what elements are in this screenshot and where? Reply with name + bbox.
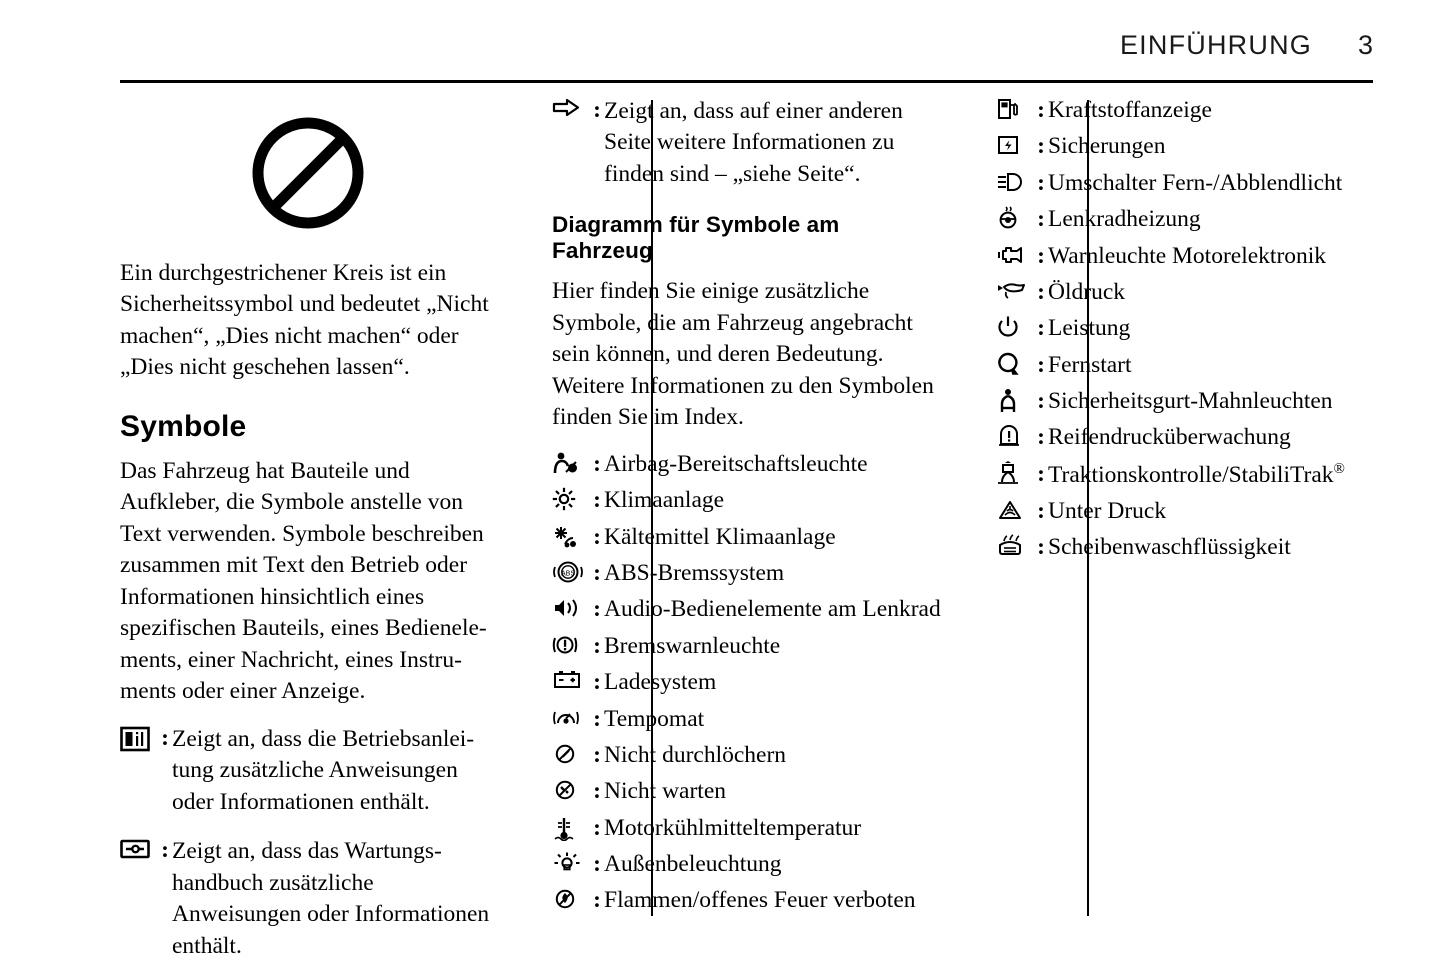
list-item [996,278,1375,307]
list-item [996,387,1375,416]
under-pressure-icon [996,497,1034,522]
page-number: 3 [1357,30,1373,60]
ac-refrigerant-icon [552,523,590,548]
symbol-separator: : [1037,351,1045,378]
abs-icon [552,559,590,584]
symbol-label: Bremswarnleuchte [604,632,781,659]
symbol-label: Airbag-Bereitschaftsleuchte [604,450,868,477]
list-item [996,423,1375,452]
list-item [996,460,1375,490]
symbol-label: Außenbeleuchtung [604,851,782,877]
note-owner-manual-text: Zeigt an, dass die Betriebsanlei-tung zusätzliche Anweisungen oder Informationen enthält. [172,725,475,815]
column-left [120,96,530,959]
traction-control-icon [996,460,1034,487]
symbol-separator: : [1037,497,1045,524]
page-title: EINFÜHRUNG [1119,30,1312,60]
symbol-label: Ladesystem [604,669,717,696]
symbol-separator: : [1037,388,1045,414]
note-separator: : [161,724,169,751]
arrow-right-see-page-icon [552,96,586,120]
no-open-flame-icon [552,886,590,911]
symbol-label: Öldruck [1048,278,1126,305]
note-service-manual-text: Zeigt an, dass das Wartungs-handbuch zusätzliche Anweisungen oder Informationen enthält. [172,838,490,959]
symbol-label: Kraftstoffanzeige [1048,97,1212,123]
steering-wheel-audio-controls-icon [552,595,590,620]
symbol-label: Scheibenwaschflüssigkeit [1048,534,1291,561]
list-item [552,705,946,734]
symbol-label [1048,460,1345,490]
list-item [552,450,946,479]
symbol-label: Unter Druck [1048,497,1167,524]
list-item [552,668,946,697]
list-item [552,595,946,624]
symbol-label: Nicht warten [604,778,727,805]
symbol-separator: : [1037,278,1045,305]
note-separator: : [593,97,601,123]
list-item [996,497,1375,526]
power-icon [996,314,1034,339]
cruise-control-icon [552,705,590,730]
symbol-separator: : [593,523,601,550]
list-item [552,777,946,806]
check-engine-icon [996,242,1034,267]
owner-manual-book-icon [120,724,154,752]
section-heading-symbole: Symbole [120,409,247,443]
fuel-gauge-icon [996,96,1034,121]
symbol-label: Sicherheitsgurt-Mahnleuchten [1048,388,1333,414]
intro-paragraph: Ein durchgestrichener Kreis ist ein Sicherheitssymbol und bedeutet „Nicht machen“, „Dies nicht machen“ oder „Dies nicht geschehen lassen“. [120,260,489,381]
symbol-label: Motorkühlmitteltemperatur [604,814,862,841]
seat-belt-reminder-icon [996,387,1034,414]
tire-pressure-monitor-icon [996,423,1034,448]
prohibition-circle-icon [249,114,367,232]
note-see-page [552,96,946,190]
vehicle-symbol-list-middle [552,450,946,916]
prohibition-symbol-figure [120,114,496,232]
list-item [996,132,1375,161]
note-see-page-text: Zeigt an, dass auf einer anderen Seite weitere Informationen zu finden sind – „siehe Seite“. [604,98,903,187]
svg-text:ABS: ABS [560,570,576,578]
symbol-separator: : [593,450,601,477]
symbol-label: Umschalter Fern-/Abblendlicht [1048,169,1343,196]
symbol-separator: : [1037,315,1045,342]
symbol-separator: : [1037,534,1045,561]
note-service-manual [120,836,496,962]
engine-coolant-temperature-icon [552,814,590,841]
high-low-beam-icon [996,169,1034,194]
service-manual-icon [120,836,154,860]
exterior-lamps-icon [552,850,590,875]
symbol-separator: : [593,887,601,914]
list-item [996,242,1375,271]
note-owner-manual [120,724,496,818]
heated-steering-wheel-icon [996,205,1034,230]
list-item [996,205,1375,234]
list-item [996,169,1375,198]
note-separator: : [161,837,169,864]
symbol-label: Leistung [1048,315,1131,342]
symbol-separator: : [1037,206,1045,233]
column-right [970,96,1375,926]
brake-warning-icon [552,632,590,657]
header-rule [120,80,1373,83]
remote-start-icon [996,351,1034,376]
fuses-icon [996,132,1034,157]
do-not-puncture-icon [552,741,590,766]
list-item [552,850,946,879]
content-columns [120,96,1375,959]
symbol-label: Lenkradheizung [1048,206,1201,233]
symbol-separator: : [593,632,601,659]
symbol-separator: : [593,705,601,732]
symbol-separator: : [1037,133,1045,160]
symbol-separator: : [593,560,601,586]
symbol-label: Fernstart [1048,351,1132,378]
symbol-separator: : [1037,97,1045,123]
symbol-separator: : [1037,460,1045,487]
symbol-separator: : [593,851,601,877]
symbol-separator: : [1037,169,1045,196]
list-item [996,96,1375,125]
symbol-separator: : [593,814,601,841]
oil-pressure-icon [996,278,1034,301]
symbol-separator: : [593,741,601,768]
page-header [120,30,1373,78]
symbol-label: Nicht durchlöchern [604,741,787,768]
list-item [552,523,946,552]
windshield-washer-fluid-icon [996,533,1034,558]
symbol-label: ABS-Bremssystem [604,560,785,586]
symbol-label: Kältemittel Klimaanlage [604,523,836,550]
subsection-heading-diagramm: Diagramm für Symbole am Fahrzeug [552,212,840,264]
symbol-separator: : [593,778,601,805]
symbol-label: Sicherungen [1048,133,1166,160]
symbol-separator: : [593,669,601,696]
symbol-label: Audio-Bedienelemente am Lenkrad [604,596,941,623]
list-item [552,486,946,515]
symbole-paragraph: Das Fahrzeug hat Bauteile und Aufkleber, die Symbole anstelle von Text verwenden. Symbole beschreiben zusammen mit Text den Betrieb oder Informationen hinsichtlich eines spezifischen Bauteils, eines Bedienele-ments, einer Nachricht, eines Instru-ments oder einer Anzeige. [120,457,487,705]
list-item [996,314,1375,343]
list-item [996,533,1375,562]
symbol-label: Warnleuchte Motorelektronik [1048,242,1327,269]
vehicle-symbol-list-right [996,96,1375,563]
symbol-separator: : [593,487,601,514]
symbol-separator: : [1037,242,1045,269]
air-conditioning-icon [552,486,590,511]
list-item [552,632,946,661]
symbol-separator: : [593,596,601,623]
list-item [996,351,1375,380]
do-not-service-icon [552,777,590,802]
symbol-label: Reifendrucküberwachung [1048,424,1291,451]
symbol-label-text: Traktionskontrolle/StabiliTrak [1048,461,1334,488]
airbag-readiness-icon [552,450,590,475]
registered-superscript: ® [1333,460,1345,477]
list-item [552,814,946,843]
symbol-label: Tempomat [604,705,705,732]
diagramm-paragraph: Hier finden Sie einige zusätzliche Symbole, die am Fahrzeug angebracht sein können, und deren Bedeutung. Weitere Informationen zu den Symbolen finden Sie im Index. [552,278,934,431]
column-middle [530,96,970,926]
list-item [552,559,946,588]
symbol-label: Klimaanlage [604,487,725,514]
symbol-separator: : [1037,424,1045,451]
symbol-label: Flammen/offenes Feuer verboten [604,887,916,914]
list-item [552,741,946,770]
charging-system-battery-icon [552,668,590,691]
list-item [552,886,946,915]
